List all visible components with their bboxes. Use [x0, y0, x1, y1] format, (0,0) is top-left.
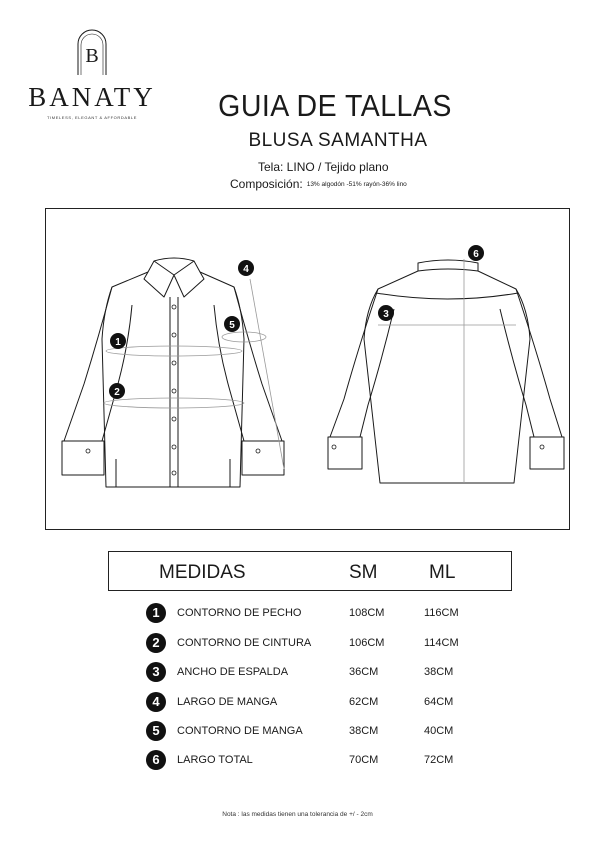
row-label: CONTORNO DE PECHO: [177, 607, 302, 619]
row-value-ml: 114CM: [424, 637, 459, 649]
row-value-ml: 64CM: [424, 696, 454, 708]
row-value-ml: 116CM: [424, 607, 459, 619]
table-row: [146, 633, 476, 655]
row-value-sm: 38CM: [349, 725, 379, 737]
header-size-ml: ML: [429, 562, 456, 583]
row-number-badge: 5: [146, 721, 166, 741]
row-number-badge: 1: [146, 603, 166, 623]
product-name: BLUSA SAMANTHA: [248, 130, 428, 151]
row-value-sm: 70CM: [349, 754, 379, 766]
svg-text:6: 6: [473, 249, 479, 260]
badge-sleeve-length-marker: [238, 260, 254, 276]
badge-waist-marker: [109, 383, 125, 399]
table-row: [146, 750, 476, 772]
back-shirt-drawing: [328, 260, 564, 483]
row-number-badge: 3: [146, 662, 166, 682]
row-value-sm: 36CM: [349, 666, 379, 678]
front-shirt-drawing: [62, 258, 284, 487]
table-row: [146, 662, 476, 684]
row-value-ml: 72CM: [424, 754, 454, 766]
brand-tagline: TIMELESS, ELEGANT & AFFORDABLE: [47, 115, 137, 120]
badge-total-length-marker: [468, 245, 484, 261]
row-label: LARGO TOTAL: [177, 754, 253, 766]
logo-arch-icon: [75, 28, 109, 76]
row-label: LARGO DE MANGA: [177, 696, 278, 708]
row-value-ml: 40CM: [424, 725, 454, 737]
badge-back-width-marker: [378, 305, 394, 321]
row-value-sm: 108CM: [349, 607, 385, 619]
header-size-sm: SM: [349, 562, 378, 583]
svg-text:5: 5: [229, 320, 235, 331]
row-label: CONTORNO DE CINTURA: [177, 637, 312, 649]
row-value-sm: 106CM: [349, 637, 385, 649]
row-number-badge: 4: [146, 692, 166, 712]
row-number-badge: 2: [146, 633, 166, 653]
badge-chest-marker: [110, 333, 126, 349]
fabric-info: Tela: LINO / Tejido plano: [258, 160, 389, 174]
svg-text:1: 1: [115, 337, 121, 348]
size-table-header: [108, 551, 512, 591]
page-title: GUIA DE TALLAS: [218, 88, 452, 123]
garment-illustration: [45, 208, 570, 530]
table-row: [146, 603, 476, 625]
badge-sleeve-contour-marker: [224, 316, 240, 332]
row-value-sm: 62CM: [349, 696, 379, 708]
logo-initial: B: [85, 45, 99, 67]
composition-label: Composición:: [230, 177, 303, 191]
brand-logo: [22, 28, 162, 123]
header-measure: MEDIDAS: [159, 562, 246, 583]
chest-guide: [106, 346, 242, 356]
waist-guide: [104, 398, 244, 408]
composition-value: 13% algodón -51% rayón-36% lino: [306, 181, 407, 188]
row-value-ml: 38CM: [424, 666, 454, 678]
svg-text:4: 4: [243, 264, 249, 275]
shirt-technical-drawing: [46, 209, 571, 531]
svg-text:3: 3: [383, 309, 389, 320]
brand-name: BANATY: [28, 82, 156, 112]
svg-text:2: 2: [114, 387, 120, 398]
row-label: ANCHO DE ESPALDA: [177, 666, 289, 678]
front-buttons: [86, 305, 544, 475]
composition-info: [230, 177, 407, 191]
tolerance-note: Nota : las medidas tienen una tolerancia de +/ - 2cm: [222, 811, 373, 818]
table-row: [146, 692, 476, 714]
table-row: [146, 721, 476, 743]
row-label: CONTORNO DE MANGA: [177, 725, 303, 737]
row-number-badge: 6: [146, 750, 166, 770]
